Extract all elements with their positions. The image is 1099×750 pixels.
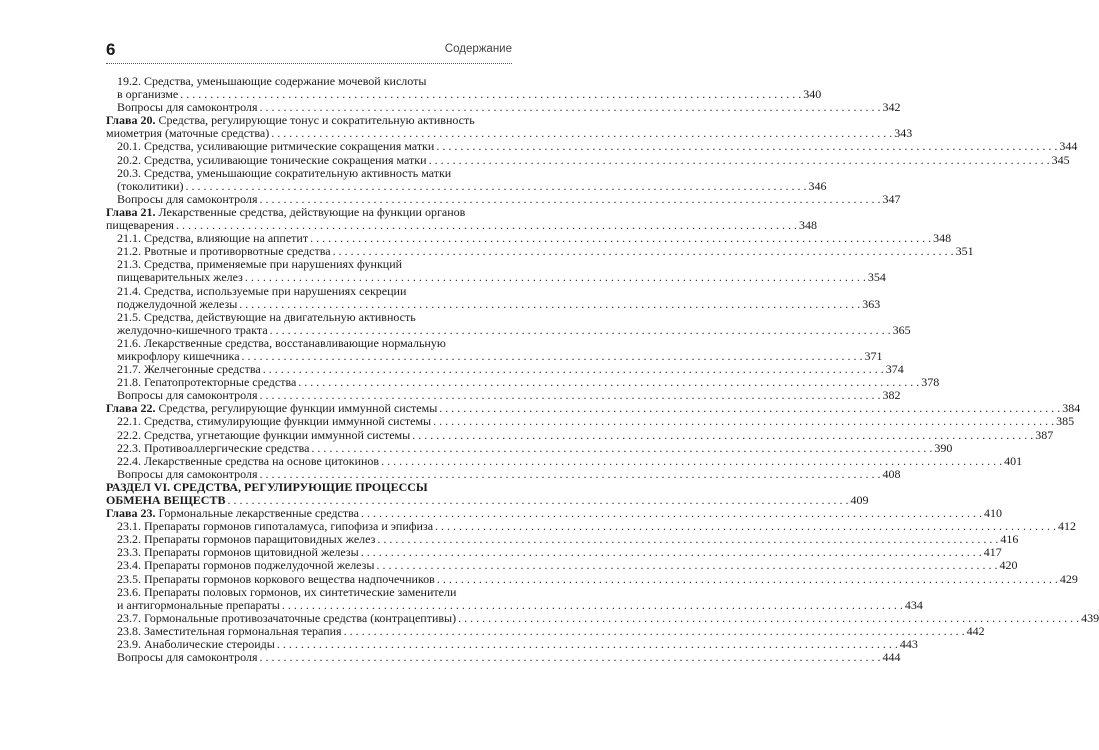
leader-dots [376,559,997,572]
toc-page-number: 365 [892,322,911,337]
leader-dots [437,573,1058,586]
toc-page-number: 387 [1035,427,1054,442]
toc-page-number: 412 [1058,519,1077,534]
toc-page-number: 410 [983,506,1002,521]
toc-entry-text: 20.2. Средства, усиливающие тонические сокращения матки [117,152,427,167]
toc-entry-text: в организме [117,87,179,102]
toc-entry-text: 23.1. Препараты гормонов гипоталамуса, гипофиза и эпифиза [117,519,434,534]
toc-entry-text: 21.5. Средства, действующие на двигательную активность [117,309,416,324]
toc-entry-text: 21.8. Гепатопротекторные средства [117,375,297,390]
toc-page-number: 420 [999,558,1018,573]
toc-page-number: 351 [955,244,974,259]
toc-entry-text: пищеварения [106,218,174,233]
chapter-label: Глава 20. [106,113,156,128]
toc-page-number: 417 [983,545,1002,560]
toc-entry-text: поджелудочной железы [117,296,238,311]
toc-subsection [106,257,886,285]
leader-dots [433,415,1054,428]
toc-entry-text: 21.3. Средства, применяемые при нарушениях функций [117,257,403,272]
toc-page-number: 442 [966,623,985,638]
toc-entry-text: 22.2. Средства, угнетающие функции иммунной системы [117,427,411,442]
toc-page-number: 342 [882,100,901,115]
toc-page-number: 444 [882,650,901,665]
toc-entry-text: Вопросы для самоконтроля [117,388,258,403]
toc-entry-text: Глава 22. Средства, регулирующие функции иммунной системы [106,401,438,416]
toc-page-number: 382 [882,388,901,403]
toc-page-number: 346 [808,178,827,193]
leader-dots [412,429,1033,442]
toc-entry-text: Вопросы для самоконтроля [117,466,258,481]
toc-chapter [106,113,913,141]
toc-entry-text: 20.3. Средства, уменьшающие сократительную активность матки [117,165,452,180]
toc-page-number: 340 [803,87,822,102]
toc-subsection [106,650,901,665]
toc-page-number: 439 [1081,610,1099,625]
chapter-label: Глава 22. [106,401,156,416]
toc-page-number: 348 [933,231,952,246]
toc-page-number: 429 [1059,571,1078,586]
toc-entry-text: 23.6. Препараты половых гормонов, их синтетические заменители [117,584,457,599]
toc-entry-text: Вопросы для самоконтроля [117,650,258,665]
toc-entry-text: Глава 20. Средства, регулирующие тонус и сократительную активность [106,113,475,128]
toc-entry-text: 21.1. Средства, влияющие на аппетит [117,231,309,246]
toc-entry-text: Вопросы для самоконтроля [117,191,258,206]
toc-subsection [106,283,881,311]
toc-entry-text: 23.5. Препараты гормонов коркового вещества надпочечников [117,571,435,586]
toc-page-number: 371 [864,348,883,363]
toc-entry-text: ОБМЕНА ВЕЩЕСТВ [106,493,226,507]
toc-page-number: 374 [885,362,904,377]
toc-page-number: 408 [882,466,901,481]
leader-dots [333,245,954,258]
toc-entry-text: 21.2. Рвотные и противорвотные средства [117,244,331,259]
leader-dots [381,455,1002,468]
toc-entry-text: 22.4. Лекарственные средства на основе цитокинов [117,453,380,468]
chapter-label: Глава 21. [106,204,156,219]
leader-dots [185,180,806,193]
toc-entry-text: 23.3. Препараты гормонов щитовидной железы [117,545,359,560]
toc-page-number: 348 [798,218,817,233]
toc-entry-text: 23.2. Препараты гормонов паращитовидных желез [117,532,376,547]
toc-entry-text: Глава 23. Гормональные лекарственные средства [106,506,359,521]
toc-chapter [106,204,817,233]
toc-page-number: 354 [867,270,886,285]
toc-entry-text: 23.9. Анаболические стероиды [117,637,275,652]
toc-entry-text: микрофлору кишечника [117,348,240,363]
toc-subsection [106,584,923,612]
toc-entry-text: Глава 21. Лекарственные средства, действующие на функции органов [106,204,466,219]
toc-entry-text: 22.1. Средства, стимулирующие функции иммунной системы [117,414,432,429]
leader-dots [436,140,1057,153]
toc-entry-text: 23.7. Гормональные противозачаточные средства (контрацептивы) [117,610,457,625]
toc-entry-text: 23.4. Препараты гормонов поджелудочной железы [117,558,375,573]
table-of-contents [106,74,1099,665]
toc-subsection [106,335,883,363]
page-header [106,40,512,62]
toc-page-number: 409 [850,493,869,507]
toc-entry-text: пищеварительных желез [117,270,243,285]
leader-dots [311,442,932,455]
leader-dots [458,612,1079,625]
header-rule [106,63,512,64]
chapter-label: Глава 23. [106,506,156,521]
toc-page-number: 401 [1004,453,1023,468]
toc-page-number: 434 [904,597,923,612]
toc-entry-text: 21.4. Средства, используемые при нарушениях секреции [117,283,407,298]
toc-page-number: 390 [934,440,953,455]
toc-entry-text: 23.8. Заместительная гормональная терапия [117,623,342,638]
toc-page-number: 416 [1000,532,1019,547]
toc-entry-text: РАЗДЕЛ VI. СРЕДСТВА, РЕГУЛИРУЮЩИЕ ПРОЦЕССЫ [106,479,428,494]
running-title: Содержание [444,43,512,55]
toc-entry-text: и антигормональные препараты [117,597,280,612]
toc-page-number: 378 [921,375,940,390]
toc-part-heading [106,479,869,507]
toc-entry-text: 21.6. Лекарственные средства, восстанавливающие нормальную [117,335,446,350]
toc-entry-text: миометрия (маточные средства) [106,126,270,141]
page-number: 6 [106,40,116,59]
toc-entry-text: желудочно-кишечного тракта [117,322,268,337]
toc-page-number: 385 [1056,414,1075,429]
leader-dots [260,651,881,664]
toc-entry-text: 21.7. Желчегонные средства [117,362,261,377]
toc-entry-text: 22.3. Противоаллергические средства [117,440,310,455]
toc-subsection [106,74,822,102]
toc-entry-text: (токолитики) [117,178,184,193]
toc-entry-text: 19.2. Средства, уменьшающие содержание мочевой кислоты [117,74,427,88]
toc-page-number: 384 [1062,401,1081,416]
toc-page-number: 344 [1059,139,1078,154]
toc-page-number: 345 [1051,152,1070,167]
toc-page-number: 343 [894,126,913,141]
toc-entry-text: 20.1. Средства, усиливающие ритмические сокращения матки [117,139,435,154]
toc-subsection [106,309,911,337]
toc-page-number: 363 [862,296,881,311]
toc-page-number: 347 [882,191,901,206]
leader-dots [429,154,1050,167]
toc-subsection [106,165,827,193]
toc-page-number: 443 [899,637,918,652]
toc-entry-text: Вопросы для самоконтроля [117,100,258,115]
